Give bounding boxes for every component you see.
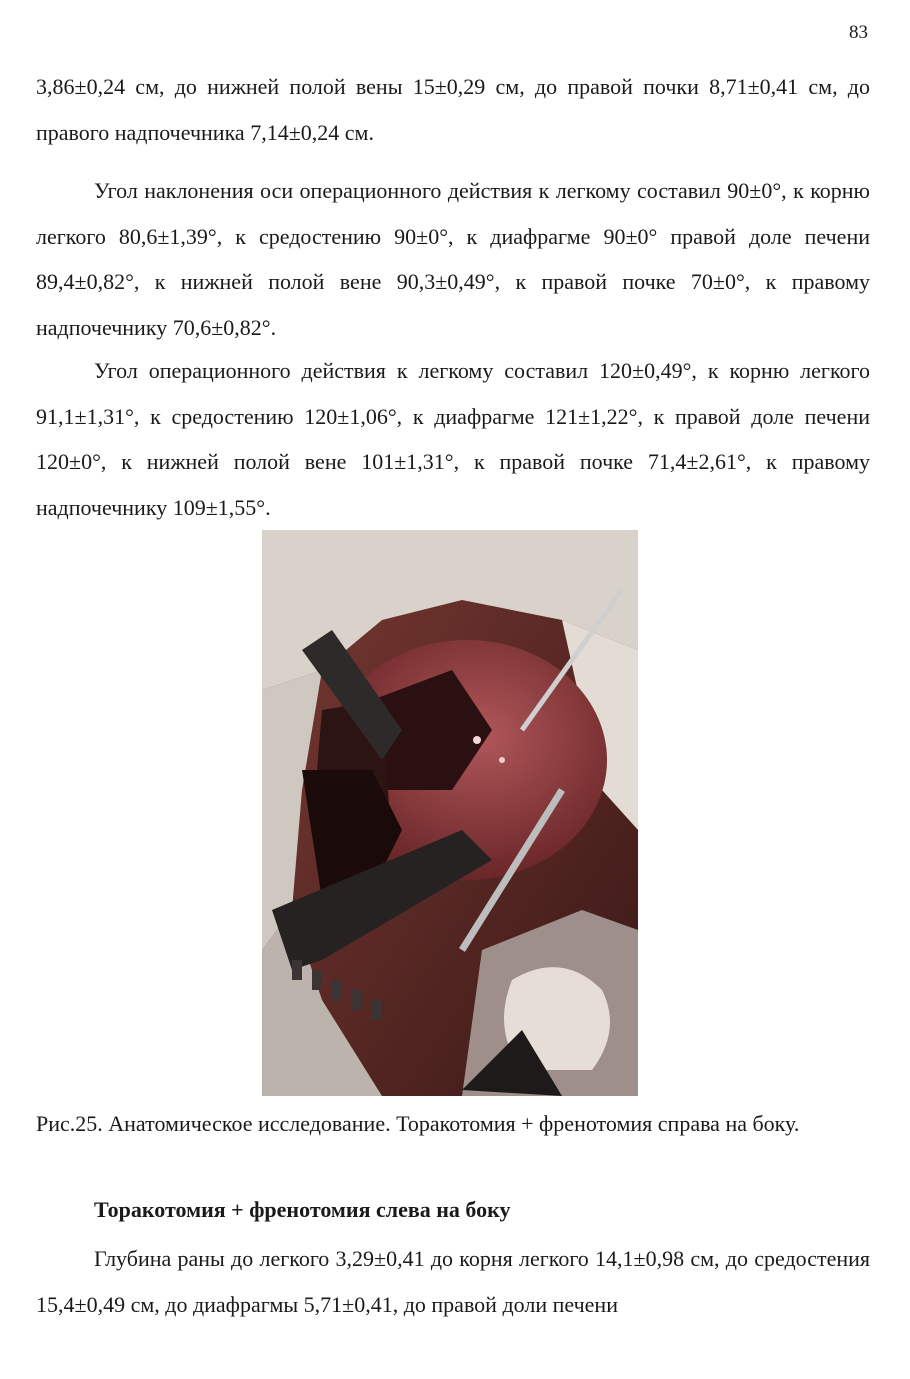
paragraph-continuation: 3,86±0,24 см, до нижней полой вены 15±0,29 см, до правой почки 8,71±0,41 см, до правого надпочечника 7,14±0,24 см. xyxy=(36,74,870,145)
paragraph-wound-depth: Глубина раны до легкого 3,29±0,41 до корня легкого 14,1±0,98 см, до средостения 15,4±0,49 см, до диафрагмы 5,71±0,41, до правой доли печени xyxy=(36,1246,870,1317)
page-number: 83 xyxy=(849,22,868,43)
figure-caption: Рис.25. Анатомическое исследование. Торакотомия + френотомия справа на боку. xyxy=(36,1111,800,1136)
section-heading: Торакотомия + френотомия слева на боку xyxy=(94,1197,511,1222)
paragraph-angle-operation: Угол операционного действия к легкому составил 120±0,49°, к корню легкого 91,1±1,31°, к средостению 120±1,06°, к диафрагме 121±1,22°, к правой доле печени 120±0°, к нижней полой вене 101±1,31°, к правой почке 71,4±2,61°, к правому надпочечнику 109±1,55°. xyxy=(36,358,870,520)
surgical-photo xyxy=(262,530,638,1096)
paragraph-angle-inclination: Угол наклонения оси операционного действия к легкому составил 90±0°, к корню легкого 80,6±1,39°, к средостению 90±0°, к диафрагме 90±0° правой доле печени 89,4±0,82°, к нижней полой вене 90,3±0,49°, к правой почке 70±0°, к правому надпочечнику 70,6±0,82°. xyxy=(36,178,870,340)
